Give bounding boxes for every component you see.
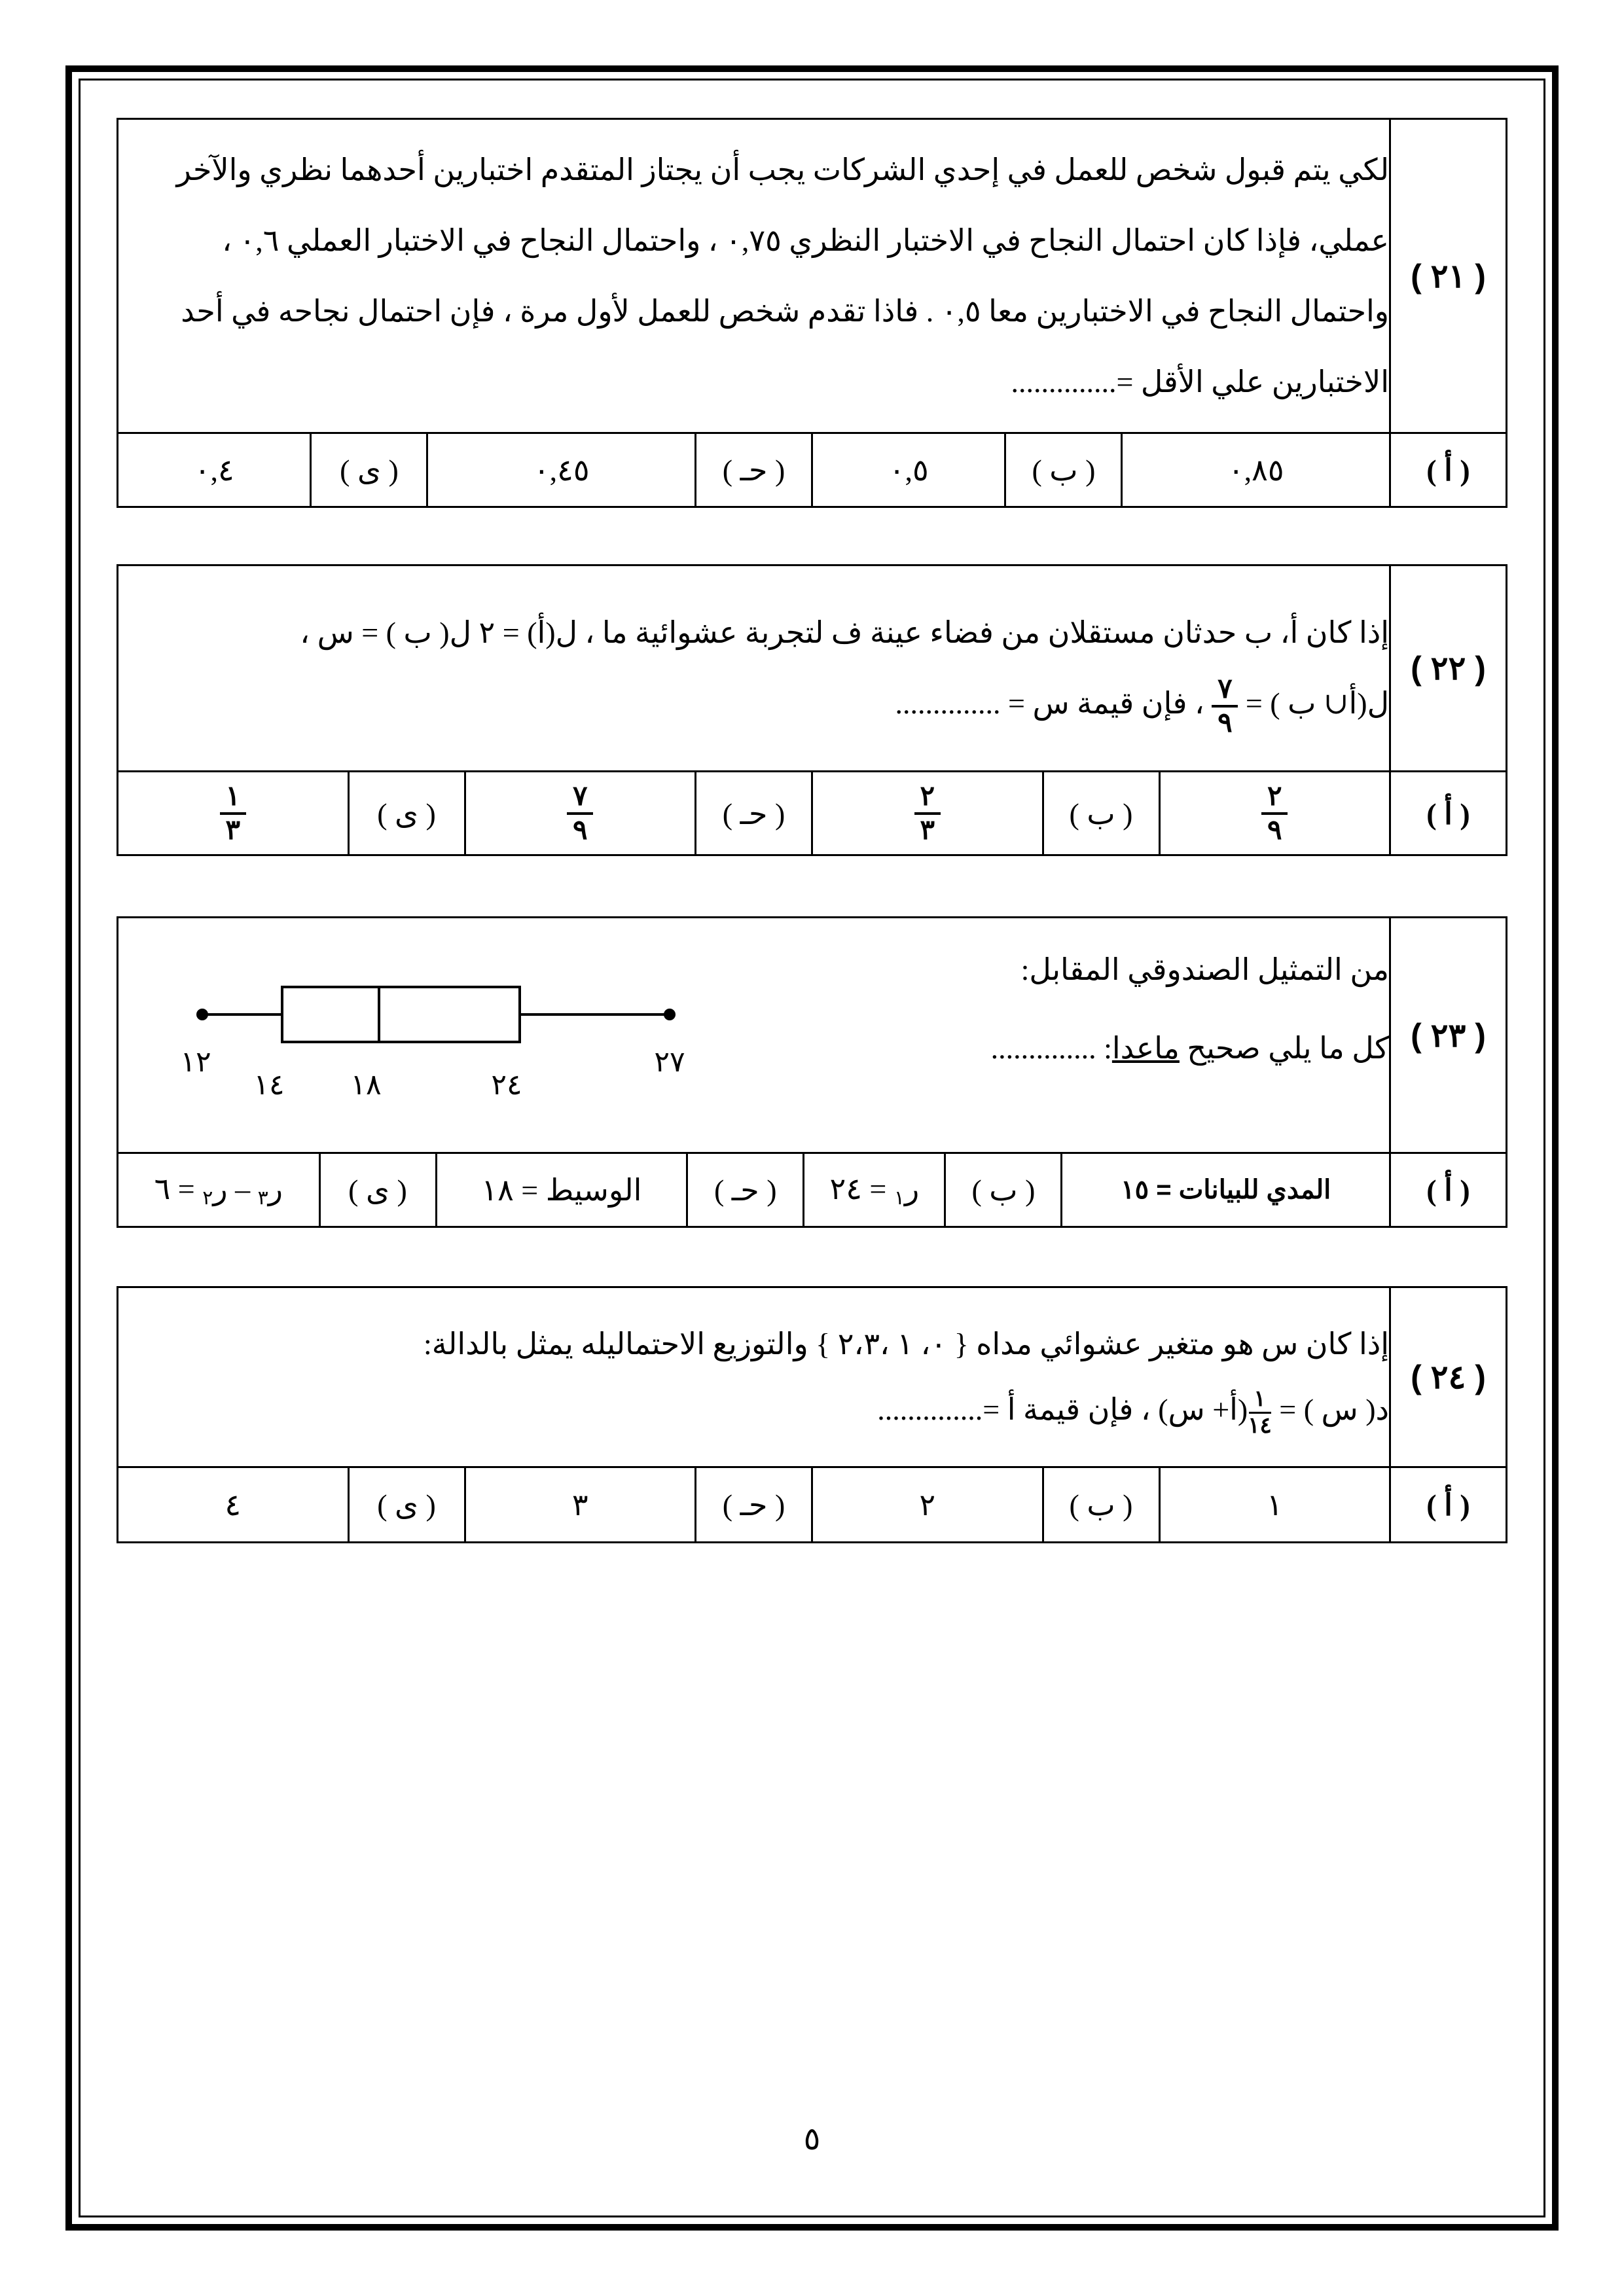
box <box>282 987 520 1042</box>
fraction <box>1212 675 1238 738</box>
fraction-denominator: ٣ <box>920 815 935 846</box>
option-label-c[interactable]: ( حـ ) <box>696 1467 812 1543</box>
r-symbol: ر <box>905 1172 920 1206</box>
question-text <box>118 918 1390 1153</box>
tick-label-q3: ٢٤ <box>491 1068 522 1101</box>
question-22 <box>117 564 1507 856</box>
fraction <box>220 782 246 845</box>
fraction-numerator: ١ <box>225 781 241 812</box>
tick-label-q1: ١٤ <box>253 1068 285 1101</box>
option-label-b[interactable]: ( ب ) <box>1005 433 1122 507</box>
option-label-a[interactable]: ( أ ) <box>1390 433 1507 507</box>
expression: : .............. <box>990 1031 1112 1065</box>
r-symbol: ر <box>268 1172 283 1206</box>
expression: (أ+ س) ، فإن قيمة أ =.............. <box>877 1393 1248 1426</box>
question-line: إذا كان س هو متغير عشوائي مداه { ٠، ١ ،٢،٣ } والتوزيع الاحتماليله يمثل بالدالة: <box>423 1327 1389 1361</box>
option-label-b[interactable]: ( ب ) <box>945 1153 1062 1227</box>
question-24 <box>117 1286 1507 1543</box>
option-label-d[interactable]: ( ى ) <box>348 1467 465 1543</box>
question-21 <box>117 118 1507 508</box>
fraction-denominator: ٩ <box>1218 708 1233 739</box>
option-value-d[interactable] <box>118 1153 320 1227</box>
max-point <box>665 1010 674 1019</box>
question-line: عملي، فإذا كان احتمال النجاح في الاختبار النظري ٠,٧٥ ، واحتمال النجاح في الاختبار العملي ٠,٦ ، <box>222 223 1389 257</box>
option-value-b[interactable]: ٢ <box>812 1467 1043 1543</box>
expression: ، فإن قيمة س = .............. <box>895 687 1204 720</box>
fraction-numerator: ٧ <box>1218 674 1233 705</box>
option-label-d[interactable]: ( ى ) <box>319 1153 436 1227</box>
option-label-b[interactable]: ( ب ) <box>1043 1467 1159 1543</box>
subscript: ١ <box>893 1187 905 1209</box>
fraction <box>1248 1388 1272 1437</box>
subscript: ٣ <box>257 1187 268 1209</box>
fraction-bar <box>1261 812 1288 815</box>
question-text <box>118 1287 1390 1467</box>
expression: ل(أ∪ ب ) = <box>1245 687 1389 720</box>
expression: = ٦ <box>154 1172 203 1206</box>
option-value-d[interactable]: ٤ <box>118 1467 349 1543</box>
fraction-bar <box>1212 705 1238 708</box>
fraction <box>567 782 593 845</box>
option-label-d[interactable]: ( ى ) <box>348 772 465 855</box>
question-line <box>118 1377 1389 1443</box>
page-number: ٥ <box>803 2122 821 2157</box>
option-value-b[interactable]: ٠,٥ <box>812 433 1005 507</box>
expression: – ر <box>213 1172 258 1206</box>
option-value-a[interactable]: المدي للبيانات = ١٥ <box>1062 1153 1390 1227</box>
fraction <box>1261 782 1288 845</box>
question-line <box>800 1009 1389 1088</box>
option-value-c[interactable]: الوسيط = ١٨ <box>436 1153 687 1227</box>
option-label-a[interactable]: ( أ ) <box>1390 1153 1507 1227</box>
fraction-denominator: ٩ <box>1267 815 1282 846</box>
question-line <box>118 668 1389 739</box>
question-line: واحتمال النجاح في الاختبارين معا ٠,٥ . فاذا تقدم شخص للعمل لأول مرة ، فإن احتمال نجاحه في أحد <box>181 294 1389 328</box>
option-label-a[interactable]: ( أ ) <box>1390 1467 1507 1543</box>
tick-label-median: ١٨ <box>350 1068 382 1101</box>
option-value-b[interactable] <box>804 1153 945 1227</box>
tick-label-min: ١٢ <box>180 1045 211 1078</box>
option-value-b[interactable] <box>812 772 1043 855</box>
fraction-bar <box>567 812 593 815</box>
option-value-a[interactable] <box>1159 772 1390 855</box>
fraction-denominator: ٩ <box>573 815 588 846</box>
min-point <box>198 1010 207 1019</box>
fraction-denominator: ٣ <box>225 815 241 846</box>
question-line: الاختبارين علي الأقل =.............. <box>1011 365 1389 399</box>
option-label-c[interactable]: ( حـ ) <box>696 433 812 507</box>
option-value-c[interactable]: ٣ <box>465 1467 695 1543</box>
question-number: ( ٢٣ ) <box>1390 918 1507 1153</box>
question-number: ( ٢١ ) <box>1390 119 1507 433</box>
option-value-a[interactable]: ٠,٨٥ <box>1122 433 1390 507</box>
fraction-bar <box>220 812 246 815</box>
box-plot <box>118 931 760 1140</box>
fraction-numerator: ٢ <box>920 781 935 812</box>
option-label-c[interactable]: ( حـ ) <box>687 1153 804 1227</box>
option-value-c[interactable] <box>465 772 695 855</box>
option-value-a[interactable]: ١ <box>1159 1467 1390 1543</box>
question-number: ( ٢٢ ) <box>1390 565 1507 772</box>
option-value-d[interactable] <box>118 772 349 855</box>
subscript: ٢ <box>202 1187 213 1209</box>
option-label-d[interactable]: ( ى ) <box>311 433 427 507</box>
option-value-d[interactable]: ٠,٤ <box>118 433 311 507</box>
tick-label-max: ٢٧ <box>654 1045 685 1078</box>
expression: كل ما يلي صحيح <box>1187 1031 1389 1065</box>
question-line: إذا كان أ، ب حدثان مستقلان من فضاء عينة ف لتجربة عشوائية ما ، ل(أ) = ٢ ل( ب ) = س ، <box>300 616 1389 649</box>
fraction-numerator: ٧ <box>573 781 588 812</box>
fraction-denominator: ١٤ <box>1248 1413 1272 1438</box>
fraction-numerator: ١ <box>1254 1386 1266 1411</box>
option-label-a[interactable]: ( أ ) <box>1390 772 1507 855</box>
expression: د( س ) = <box>1279 1393 1389 1426</box>
fraction-numerator: ٢ <box>1267 781 1282 812</box>
question-line: من التمثيل الصندوقي المقابل: <box>1020 952 1389 986</box>
expression: = ٢٤ <box>829 1172 894 1206</box>
question-23 <box>117 916 1507 1228</box>
question-number: ( ٢٤ ) <box>1390 1287 1507 1467</box>
option-label-b[interactable]: ( ب ) <box>1043 772 1159 855</box>
underlined-word: ماعدا <box>1111 1031 1180 1065</box>
option-label-c[interactable]: ( حـ ) <box>696 772 812 855</box>
fraction-bar <box>914 812 941 815</box>
question-line: لكي يتم قبول شخص للعمل في إحدي الشركات يجب أن يجتاز المتقدم اختبارين أحدهما نظري والآخر <box>176 152 1389 187</box>
fraction <box>914 782 941 845</box>
question-text <box>118 119 1390 433</box>
option-value-c[interactable]: ٠,٤٥ <box>427 433 696 507</box>
question-text <box>118 565 1390 772</box>
